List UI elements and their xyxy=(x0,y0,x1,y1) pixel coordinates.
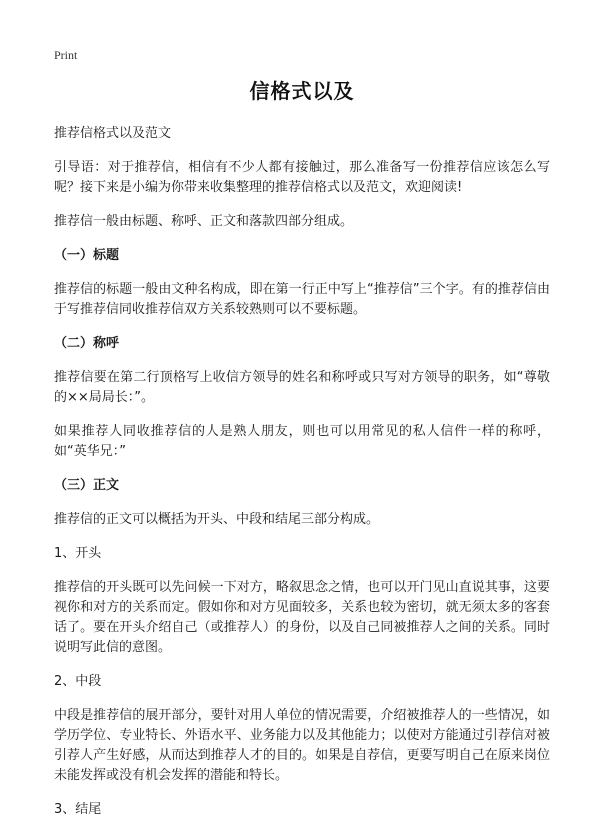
subsection-heading-middle: 2、中段 xyxy=(54,674,102,689)
section-title-paragraph: 推荐信的标题一般由文种名构成，即在第一行正中写上“推荐信”三个字。有的推荐信由于写推荐信同收推荐信双方关系较熟则可以不要标题。 xyxy=(54,282,550,317)
intro-paragraph: 引导语：对于推荐信，相信有不少人都有接触过，那么准备写一份推荐信应该怎么写呢？接下来是小编为你带来收集整理的推荐信格式以及范文，欢迎阅读! xyxy=(54,160,550,195)
subsection-middle-paragraph: 中段是推荐信的展开部分，要针对用人单位的情况需要，介绍被推荐人的一些情况，如学历学位、专业特长、外语水平、业务能力以及其他能力；以使对方能通过引荐信对被引荐人产生好感，从而达到推荐人才的目的。如果是自荐信，更要写明自己在原来岗位未能发挥或没有机会发挥的潜能和特长。 xyxy=(54,708,550,783)
print-label: Print xyxy=(54,48,78,62)
section-salutation-paragraph-1: 推荐信要在第二行顶格写上收信方领导的姓名和称呼或只写对方领导的职务，如“尊敬的××局局长：”。 xyxy=(54,370,550,405)
subsection-opening-paragraph: 推荐信的开头既可以先问候一下对方，略叙思念之情，也可以开门见山直说其事，这要视你和对方的关系而定。假如你和对方见面较多，关系也较为密切，就无须太多的客套话了。要在开头介绍自己（或推荐人）的身份，以及自己同被推荐人之间的关系。同时说明写此信的意图。 xyxy=(54,580,550,655)
page-title: 信格式以及 xyxy=(249,79,355,103)
section-heading-title: （一）标题 xyxy=(54,248,120,263)
section-heading-body: （三）正文 xyxy=(54,478,120,493)
subsection-heading-ending: 3、结尾 xyxy=(54,802,102,817)
overview-paragraph: 推荐信一般由标题、称呼、正文和落款四部分组成。 xyxy=(54,214,354,229)
section-heading-salutation: （二）称呼 xyxy=(54,336,120,351)
section-salutation-paragraph-2: 如果推荐人同收推荐信的人是熟人朋友，则也可以用常见的私人信件一样的称呼，如“英华兄：” xyxy=(54,424,550,459)
document-subtitle: 推荐信格式以及范文 xyxy=(54,126,172,141)
section-body-paragraph: 推荐信的正文可以概括为开头、中段和结尾三部分构成。 xyxy=(54,512,380,527)
subsection-heading-opening: 1、开头 xyxy=(54,546,102,561)
